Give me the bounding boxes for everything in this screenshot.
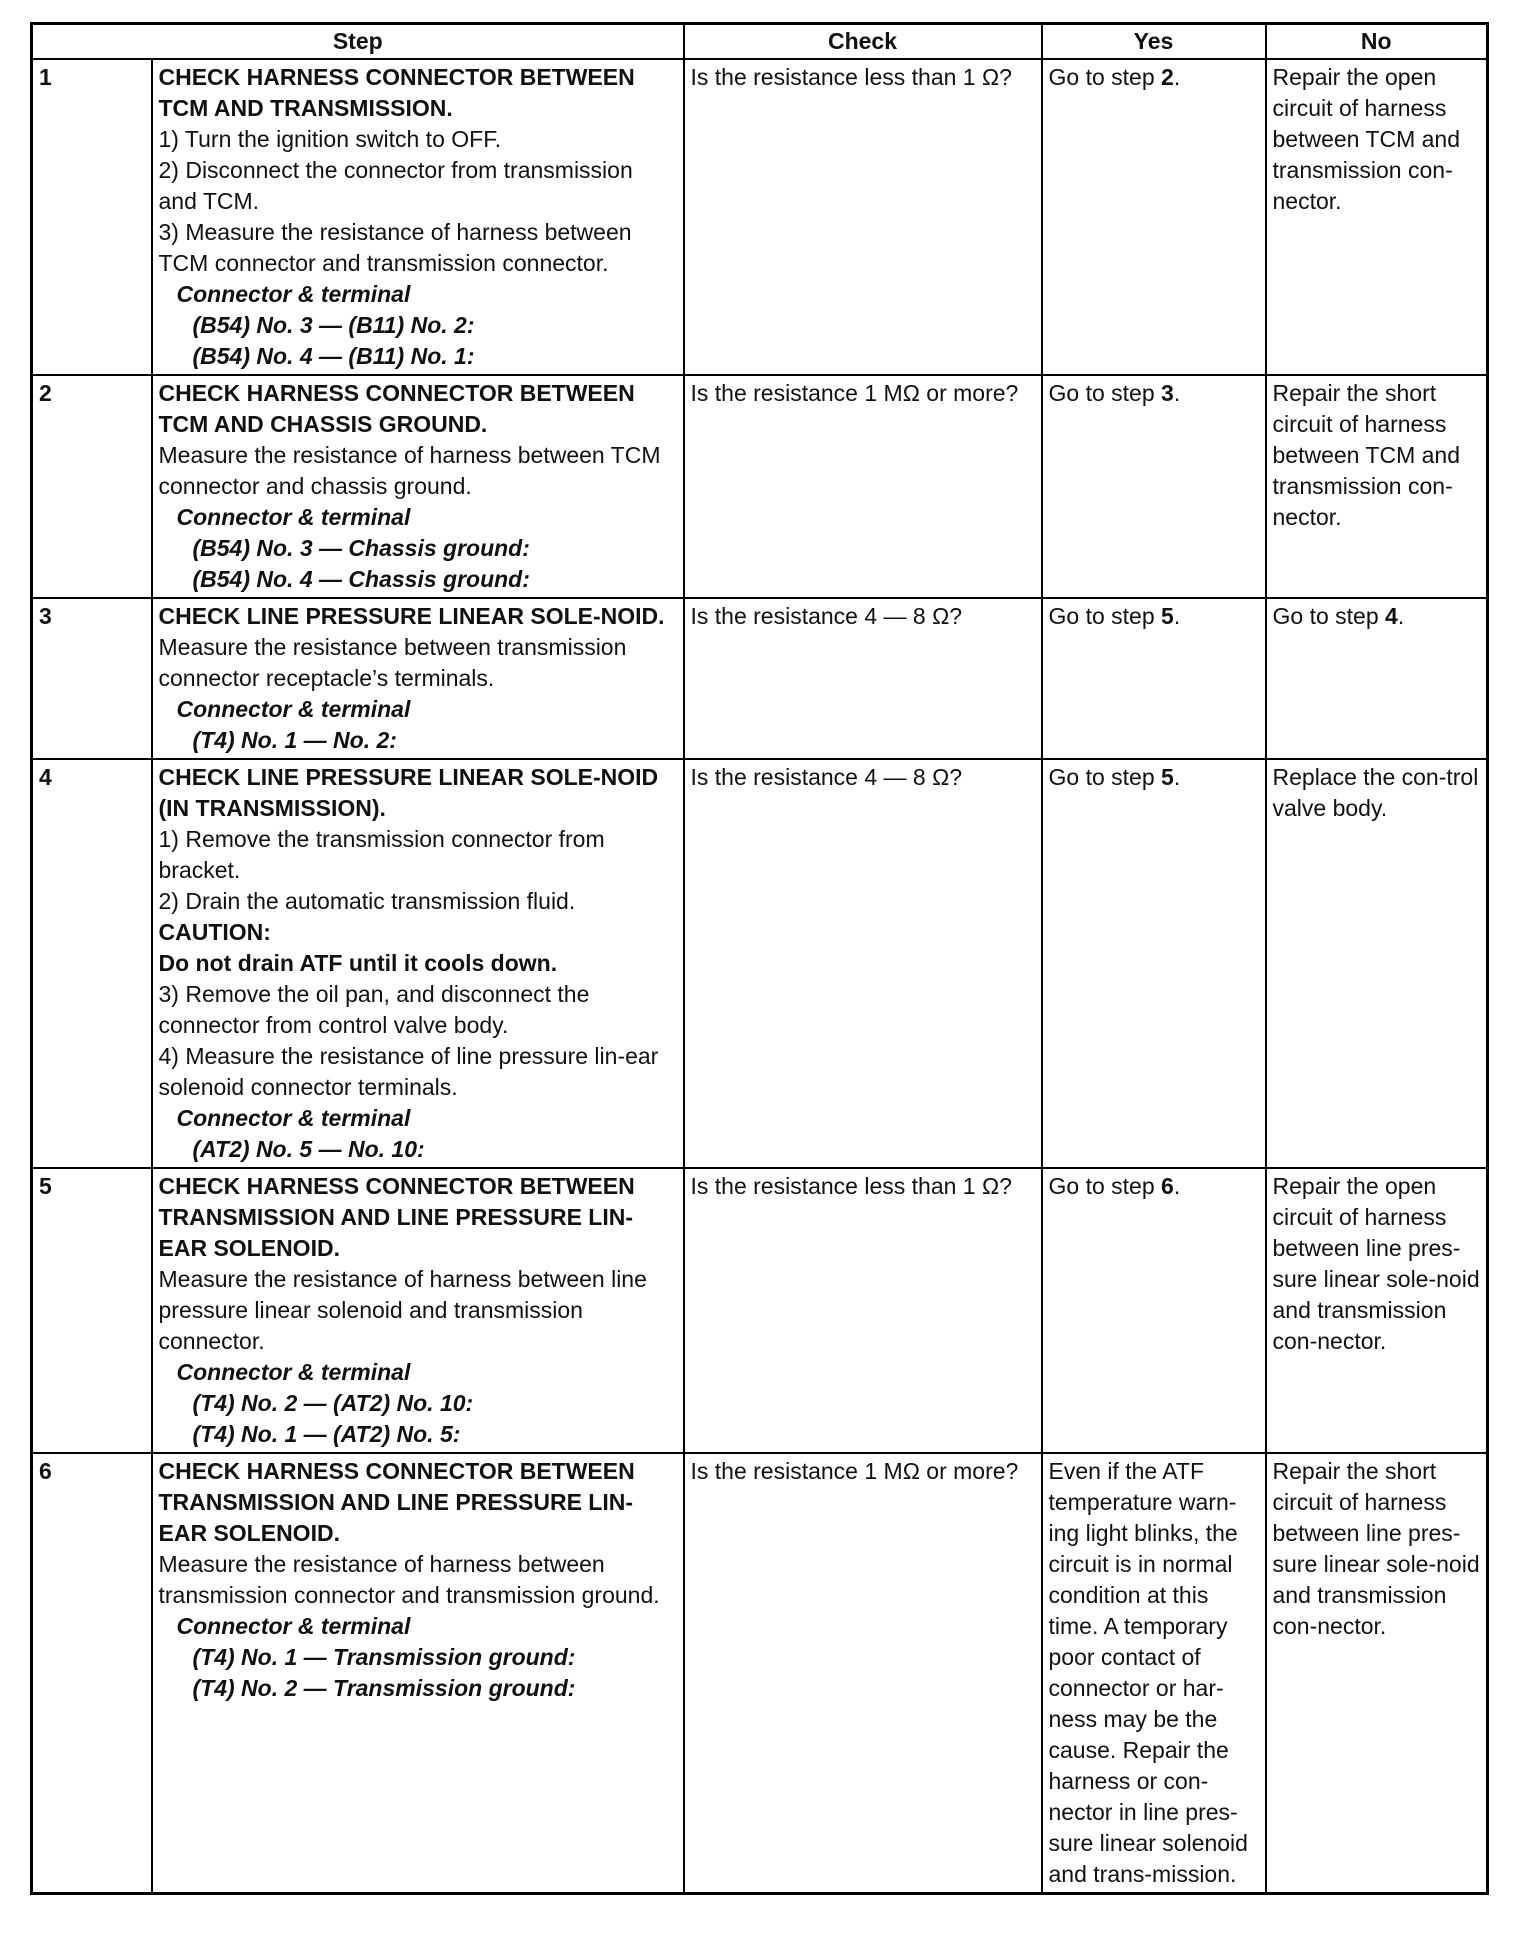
no-action: Replace the con-trol valve body. (1266, 759, 1488, 1168)
yes-prefix: Go to step (1048, 64, 1162, 90)
instruction: Measure the resistance of harness between TCM connector and chassis ground. (158, 442, 661, 499)
yes-prefix: Go to step (1048, 380, 1162, 406)
yes-step-number: 5 (1161, 764, 1174, 790)
connector-heading: Connector & terminal (176, 1613, 411, 1639)
yes-action (1042, 59, 1266, 375)
yes-prefix: Go to step (1048, 1173, 1162, 1199)
connector-heading: Connector & terminal (176, 1105, 411, 1131)
step-title: CHECK LINE PRESSURE LINEAR SOLE-NOID. (158, 603, 665, 629)
caution-heading: CAUTION: (158, 919, 271, 945)
yes-step-number: 2 (1161, 64, 1174, 90)
header-step: Step (32, 24, 684, 60)
instruction: 1) Remove the transmission connector from bracket. (158, 826, 605, 883)
step-title: CHECK HARNESS CONNECTOR BETWEEN TCM AND CHASSIS GROUND. (158, 380, 635, 437)
yes-action (1042, 598, 1266, 759)
yes-suffix: . (1173, 764, 1181, 790)
connector-terminal: (T4) No. 2 — Transmission ground: (192, 1675, 576, 1701)
no-action: Repair the open circuit of harness between line pres-sure linear sole-noid and transmission con-nector. (1266, 1168, 1488, 1453)
no-action: Repair the short circuit of harness between TCM and transmission con-nector. (1266, 375, 1488, 598)
instruction: 3) Remove the oil pan, and disconnect the connector from control valve body. (158, 981, 590, 1038)
instruction: Measure the resistance between transmission connector receptacle’s terminals. (158, 634, 627, 691)
step-title: CHECK LINE PRESSURE LINEAR SOLE-NOID (IN TRANSMISSION). (158, 764, 659, 821)
connector-terminal: (AT2) No. 5 — No. 10: (192, 1136, 425, 1162)
connector-heading: Connector & terminal (176, 281, 411, 307)
yes-step-number: 3 (1161, 380, 1174, 406)
instruction: Measure the resistance of harness between line pressure linear solenoid and transmission connector. (158, 1266, 647, 1354)
yes-step-number: 6 (1161, 1173, 1174, 1199)
connector-terminal: (B54) No. 3 — Chassis ground: (192, 535, 530, 561)
header-no: No (1266, 24, 1488, 60)
step-number: 2 (32, 375, 152, 598)
step-description (152, 59, 684, 375)
table-row (32, 375, 1488, 598)
diagnostic-table (30, 22, 1489, 1895)
step-description (152, 759, 684, 1168)
yes-suffix: . (1173, 380, 1181, 406)
no-action (1266, 598, 1488, 759)
step-title: CHECK HARNESS CONNECTOR BETWEEN TCM AND TRANSMISSION. (158, 64, 635, 121)
step-number: 6 (32, 1453, 152, 1894)
header-check: Check (684, 24, 1042, 60)
header-yes: Yes (1042, 24, 1266, 60)
connector-heading: Connector & terminal (176, 1359, 411, 1385)
step-number: 3 (32, 598, 152, 759)
table-row (32, 1168, 1488, 1453)
connector-heading: Connector & terminal (176, 696, 411, 722)
check-question: Is the resistance less than 1 Ω? (684, 1168, 1042, 1453)
instruction: 1) Turn the ignition switch to OFF. (158, 126, 502, 152)
step-number: 4 (32, 759, 152, 1168)
table-row (32, 1453, 1488, 1894)
check-question: Is the resistance 4 — 8 Ω? (684, 598, 1042, 759)
instruction: 3) Measure the resistance of harness between TCM connector and transmission connector. (158, 219, 632, 276)
step-description (152, 375, 684, 598)
yes-suffix: . (1173, 603, 1181, 629)
no-action: Repair the short circuit of harness between line pres-sure linear sole-noid and transmission con-nector. (1266, 1453, 1488, 1894)
connector-terminal: (T4) No. 2 — (AT2) No. 10: (192, 1390, 474, 1416)
connector-heading: Connector & terminal (176, 504, 411, 530)
caution-text: Do not drain ATF until it cools down. (158, 950, 558, 976)
check-question: Is the resistance 1 MΩ or more? (684, 1453, 1042, 1894)
yes-suffix: . (1173, 64, 1181, 90)
header-row (32, 24, 1488, 60)
table-row (32, 598, 1488, 759)
yes-step-number: 5 (1161, 603, 1174, 629)
step-number: 1 (32, 59, 152, 375)
step-description (152, 1168, 684, 1453)
instruction: 2) Disconnect the connector from transmission and TCM. (158, 157, 633, 214)
yes-action: Even if the ATF temperature warn-ing light blinks, the circuit is in normal condition at this time. A temporary poor contact of connector or har-ness may be the cause. Repair the harness or con-nector in line pres-sure linear solenoid and trans-mission. (1042, 1453, 1266, 1894)
table-row (32, 759, 1488, 1168)
yes-action (1042, 1168, 1266, 1453)
instruction: 4) Measure the resistance of line pressure lin-ear solenoid connector terminals. (158, 1043, 659, 1100)
connector-terminal: (T4) No. 1 — No. 2: (192, 727, 397, 753)
no-step-number: 4 (1385, 603, 1398, 629)
step-description (152, 598, 684, 759)
check-question: Is the resistance less than 1 Ω? (684, 59, 1042, 375)
yes-suffix: . (1173, 1173, 1181, 1199)
connector-terminal: (B54) No. 3 — (B11) No. 2: (192, 312, 475, 338)
yes-prefix: Go to step (1048, 603, 1162, 629)
connector-terminal: (B54) No. 4 — Chassis ground: (192, 566, 530, 592)
connector-terminal: (T4) No. 1 — Transmission ground: (192, 1644, 576, 1670)
step-title: CHECK HARNESS CONNECTOR BETWEEN TRANSMISSION AND LINE PRESSURE LIN-EAR SOLENOID. (158, 1458, 635, 1546)
instruction: 2) Drain the automatic transmission fluid. (158, 888, 576, 914)
yes-action (1042, 375, 1266, 598)
instruction: Measure the resistance of harness between transmission connector and transmission ground. (158, 1551, 660, 1608)
no-prefix: Go to step (1272, 603, 1386, 629)
check-question: Is the resistance 4 — 8 Ω? (684, 759, 1042, 1168)
connector-terminal: (B54) No. 4 — (B11) No. 1: (192, 343, 475, 369)
step-description (152, 1453, 684, 1894)
check-question: Is the resistance 1 MΩ or more? (684, 375, 1042, 598)
yes-action (1042, 759, 1266, 1168)
table-row (32, 59, 1488, 375)
yes-prefix: Go to step (1048, 764, 1162, 790)
connector-terminal: (T4) No. 1 — (AT2) No. 5: (192, 1421, 461, 1447)
no-suffix: . (1397, 603, 1405, 629)
step-title: CHECK HARNESS CONNECTOR BETWEEN TRANSMISSION AND LINE PRESSURE LIN-EAR SOLENOID. (158, 1173, 635, 1261)
step-number: 5 (32, 1168, 152, 1453)
no-action: Repair the open circuit of harness between TCM and transmission con-nector. (1266, 59, 1488, 375)
